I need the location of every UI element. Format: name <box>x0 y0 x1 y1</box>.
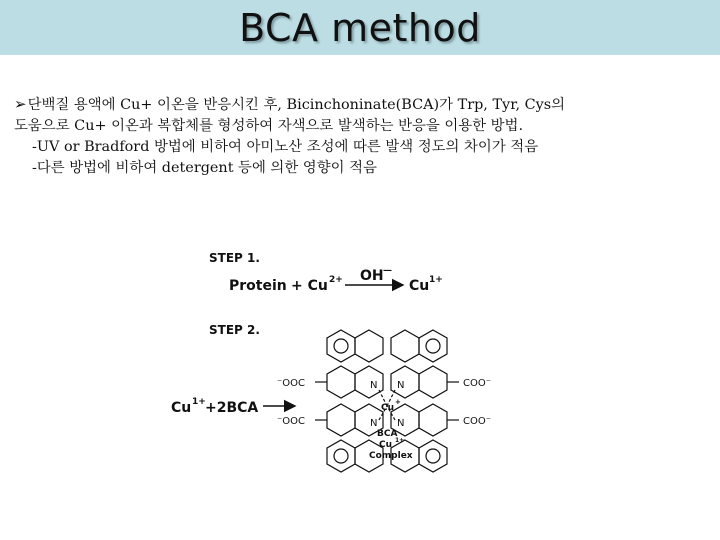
center-cu-charge: + <box>395 398 401 406</box>
complex-bca: BCA <box>377 429 398 439</box>
reactant-charge: 1+ <box>192 397 206 407</box>
oh-label: OH <box>360 268 384 284</box>
coo-left-bottom: ⁻OOC <box>277 416 306 427</box>
complex-word: Complex <box>369 451 413 461</box>
cu-charge: 2+ <box>329 275 343 285</box>
body-line-4: -다른 방법에 비하여 detergent 등에 의한 영향이 적음 <box>32 160 377 176</box>
body-line-3: -UV or Bradford 방법에 비하여 아미노산 조성에 따른 발색 정도의 차이가 적음 <box>32 139 539 155</box>
reactant-cu: Cu <box>171 400 192 416</box>
step1-label: STEP 1. <box>209 251 260 265</box>
title-bar <box>0 0 720 55</box>
reactant-bca: +2BCA <box>205 400 259 416</box>
body-line-1 <box>14 94 714 116</box>
oh-charge: — <box>383 266 392 276</box>
protein-label: Protein <box>229 278 287 294</box>
n-label-lower-left: N <box>370 418 378 429</box>
coo-left-top: ⁻OOC <box>277 378 306 389</box>
body-line-2: 도움으로 Cu+ 이온과 복합체를 형성하여 자색으로 발색하는 반응을 이용한 방법. <box>14 118 524 134</box>
coo-right-bottom: COO⁻ <box>463 416 492 427</box>
bca-reaction-figure <box>165 240 545 480</box>
complex-cu-charge: 1+ <box>395 437 405 444</box>
slide-body <box>14 94 714 179</box>
center-cu: Cu <box>381 403 395 413</box>
slide-title: BCA method <box>239 5 481 50</box>
n-label-upper-left: N <box>370 380 378 391</box>
complex-cu: Cu <box>379 440 393 450</box>
product-cu-label: Cu <box>409 278 430 294</box>
step2-label: STEP 2. <box>209 323 260 337</box>
coo-right-top: COO⁻ <box>463 378 492 389</box>
product-charge: 1+ <box>429 275 443 285</box>
arrow-bullet-icon: ➢ <box>14 95 27 113</box>
reaction-scheme <box>165 240 545 480</box>
n-label-upper-right: N <box>397 380 405 391</box>
body-text-1: 단백질 용액에 Cu+ 이온을 반응시킨 후, Bicinchoninate(BCA)가 Trp, Tyr, Cys의 <box>27 97 566 113</box>
n-label-lower-right: N <box>397 418 405 429</box>
plus-cu-label: + Cu <box>291 278 328 294</box>
